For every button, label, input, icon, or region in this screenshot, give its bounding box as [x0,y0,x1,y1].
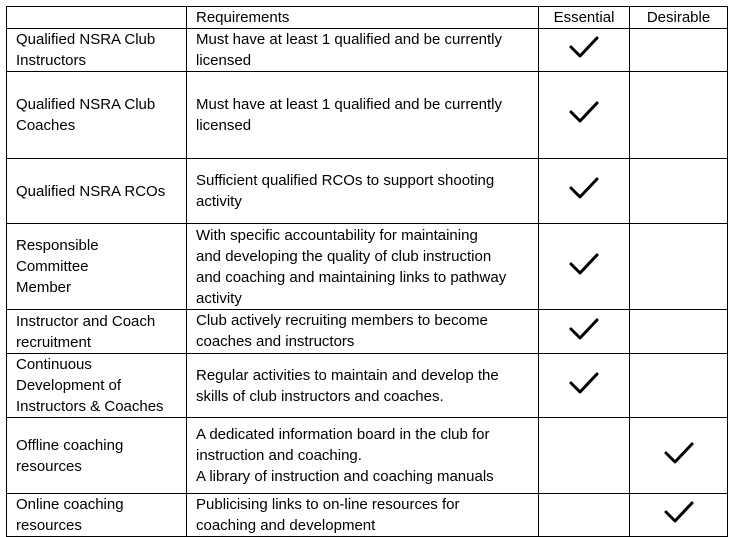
essential-cell [539,224,630,310]
requirement-name-cell [7,72,187,159]
requirement-line: Regular activities to maintain and develop the [196,366,499,384]
header-desirable: Desirable [630,7,728,29]
table-row [7,494,728,537]
essential-cell [539,310,630,354]
requirement-name-cell [7,29,187,72]
requirement-line: Must have at least 1 qualified and be currently [196,96,503,113]
checkmark-icon [569,253,599,275]
table-row [7,310,728,354]
label-line: Qualified NSRA Club [16,31,156,48]
label-line: resources [16,517,82,534]
label-line: Coaches [16,117,76,134]
essential-cell [539,494,630,537]
requirement-line: licensed [196,52,252,69]
desirable-cell [630,310,728,354]
essential-cell [539,29,630,72]
requirement-description-cell [187,418,539,494]
checkmark-icon [569,101,599,123]
requirement-name-cell [7,159,187,224]
requirement-line: Publicising links to on-line resources for [196,496,460,513]
label-line: Committee [16,258,89,275]
table-row [7,29,728,72]
label-line: Instructors & Coaches [16,398,164,415]
desirable-cell [630,29,728,72]
requirement-description-cell [187,72,539,159]
table-row [7,224,728,310]
requirement-name-cell [7,224,187,310]
requirement-line: Sufficient qualified RCOs to support shooting [196,172,495,189]
requirement-name-cell [7,310,187,354]
requirement-line: With specific accountability for maintaining [196,226,478,244]
requirement-line: licensed [196,117,252,134]
desirable-cell [630,159,728,224]
requirement-description-cell [187,159,539,224]
checkmark-icon [569,372,599,394]
requirement-line: activity [196,289,242,307]
header-essential: Essential [539,7,630,29]
essential-cell [539,354,630,418]
table-row [7,354,728,418]
requirement-line: Club actively recruiting members to become [196,312,488,329]
requirement-line: and developing the quality of club instruction [196,247,492,265]
requirement-line: A dedicated information board in the club for [196,426,490,443]
label-line: Qualified NSRA RCOs [16,182,166,200]
label-line: Offline coaching [16,436,124,454]
table-row [7,159,728,224]
requirement-name-cell [7,494,187,537]
header-requirements: Requirements [187,7,539,29]
table-row [7,72,728,159]
label-line: Development of [16,377,122,394]
label-line: Responsible [16,237,99,254]
requirement-line: coaching and development [196,517,376,534]
requirement-line: Must have at least 1 qualified and be currently [196,31,503,48]
header-blank-cell [7,7,187,29]
label-line: recruitment [16,333,92,351]
requirement-line: coaches and instructors [196,333,355,350]
essential-cell [539,72,630,159]
requirement-description-cell [187,494,539,537]
desirable-cell [630,72,728,159]
desirable-cell [630,224,728,310]
essential-cell [539,418,630,494]
desirable-cell [630,418,728,494]
requirement-line: A library of instruction and coaching manuals [196,468,494,485]
checkmark-icon [664,442,694,464]
essential-cell [539,159,630,224]
desirable-cell [630,494,728,537]
requirement-description-cell [187,29,539,72]
label-line: Member [16,279,72,296]
requirement-line: and coaching and maintaining links to pathway [196,268,507,286]
requirement-line: instruction and coaching. [196,447,362,464]
requirement-description-cell [187,224,539,310]
requirement-name-cell [7,354,187,418]
requirement-description-cell [187,310,539,354]
requirements-table [6,6,728,537]
label-line: Continuous [16,356,92,373]
checkmark-icon [569,36,599,58]
requirement-description-cell [187,354,539,418]
desirable-cell [630,354,728,418]
table-row [7,418,728,494]
requirement-line: skills of club instructors and coaches. [196,387,444,405]
checkmark-icon [569,318,599,340]
label-line: Qualified NSRA Club [16,96,156,113]
label-line: Online coaching [16,496,124,513]
label-line: resources [16,457,82,475]
label-line: Instructor and Coach [16,312,156,330]
header-row [7,7,728,29]
requirement-name-cell [7,418,187,494]
label-line: Instructors [16,52,87,69]
checkmark-icon [569,177,599,199]
requirement-line: activity [196,193,242,210]
checkmark-icon [664,501,694,523]
